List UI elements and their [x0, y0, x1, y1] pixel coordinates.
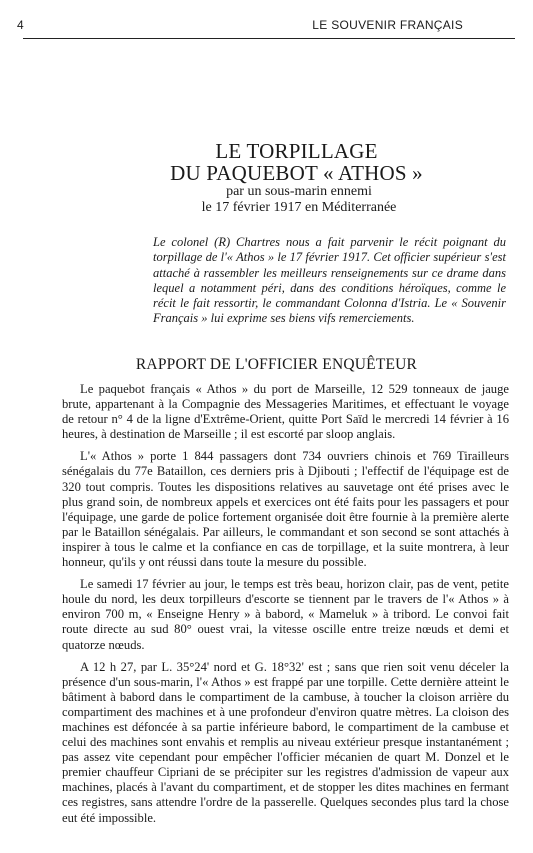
article-title-line-2: DU PAQUEBOT « ATHOS »	[170, 161, 423, 185]
paragraph: Le paquebot français « Athos » du port de Marseille, 12 529 tonneaux de jauge brute, appartenant à la Compagnie des Messageries Maritimes, et effectuant le voyage de retour n° 4 de la ligne d'Extrême-Orient, quitte Port Saïd le mercredi 14 février à 16 heures, à destination de Marseille ; il est escorté par sloop anglais.	[62, 382, 509, 442]
paragraph: L'« Athos » porte 1 844 passagers dont 734 ouvriers chinois et 769 Tirailleurs sénégalais du 77e Bataillon, ces derniers pris à Djibouti ; l'effectif de l'équipage est de 320 tout compris. Toutes les dispositions relatives au sauvetage ont été prises avec le plus grand soin, de nombreux appels et exercices ont été faits pour les passagers et pour l'équipage, une garde de police fortement organisée doit être fournie à la première alerte par le Bataillon sénégalais. Par ailleurs, le commandant et son second se sont attachés à inspirer à tous le calme et la confiance en cas de torpillage, et la suite montrera, à leur honneur, qu'ils y ont réussi dans toute la mesure du possible.	[62, 449, 509, 570]
report-body	[62, 382, 509, 833]
paragraph: A 12 h 27, par L. 35°24' nord et G. 18°32' est ; sans que rien soit venu déceler la présence d'un sous-marin, l'« Athos » est frappé par une torpille. Cette dernière atteint le bâtiment à babord dans le compartiment de la cambuse, à toucher la cloison arrière du compartiment des machines et à une profondeur d'environ quatre mètres. La cloison des machines est défoncée à sa partie inférieure babord, le compartiment de la cambuse et celui des machines sont envahis et remplis au niveau extérieur presque instantanément ; pas assez vite cependant pour empêcher l'officier mécanien de quart M. Donzel et le premier chauffeur Cipriani de se précipiter sur les registres d'admission de vapeur aux machines, placés à l'avant du compartiment, et de stopper les dites machines en fermant ces registres, sans attendre l'ordre de la passerelle. Quelques secondes plus tard la chose eut été impossible.	[62, 659, 509, 825]
running-head: LE SOUVENIR FRANÇAIS	[312, 18, 463, 32]
article-title-line-1: LE TORPILLAGE	[215, 139, 378, 163]
page-header	[17, 14, 515, 40]
page-number: 4	[17, 18, 24, 32]
editorial-intro: Le colonel (R) Chartres nous a fait parvenir le récit poignant du torpillage de l'« Athos » le 17 février 1917. Cet officier supérieur s'est attaché à rassembler les meilleurs renseignements sur ce drame dans lequel a notamment péri, dans des conditions héroïques, comme le récit le fait ressortir, le commandant Colonna d'Istria. Le « Souvenir Français » lui exprime ses biens vifs remerciements.	[153, 235, 506, 326]
article-subtitle-line-2: le 17 février 1917 en Méditerranée	[201, 200, 397, 215]
article-title-block	[0, 140, 533, 216]
header-rule	[23, 38, 515, 39]
paragraph: Le samedi 17 février au jour, le temps est très beau, horizon clair, pas de vent, petite houle du nord, les deux torpilleurs d'escorte se tiennent par le travers de l'« Athos » à environ 700 m, « Enseigne Henry » à babord, « Mameluk » à tribord. Le convoi fait route directe au sud 80° ouest vrai, la vitesse oscille entre treize nœuds et demi et quatorze nœuds.	[62, 577, 509, 652]
section-heading: RAPPORT DE L'OFFICIER ENQUÊTEUR	[135, 356, 418, 373]
article-subtitle-line-1: par un sous-marin ennemi	[226, 184, 372, 199]
